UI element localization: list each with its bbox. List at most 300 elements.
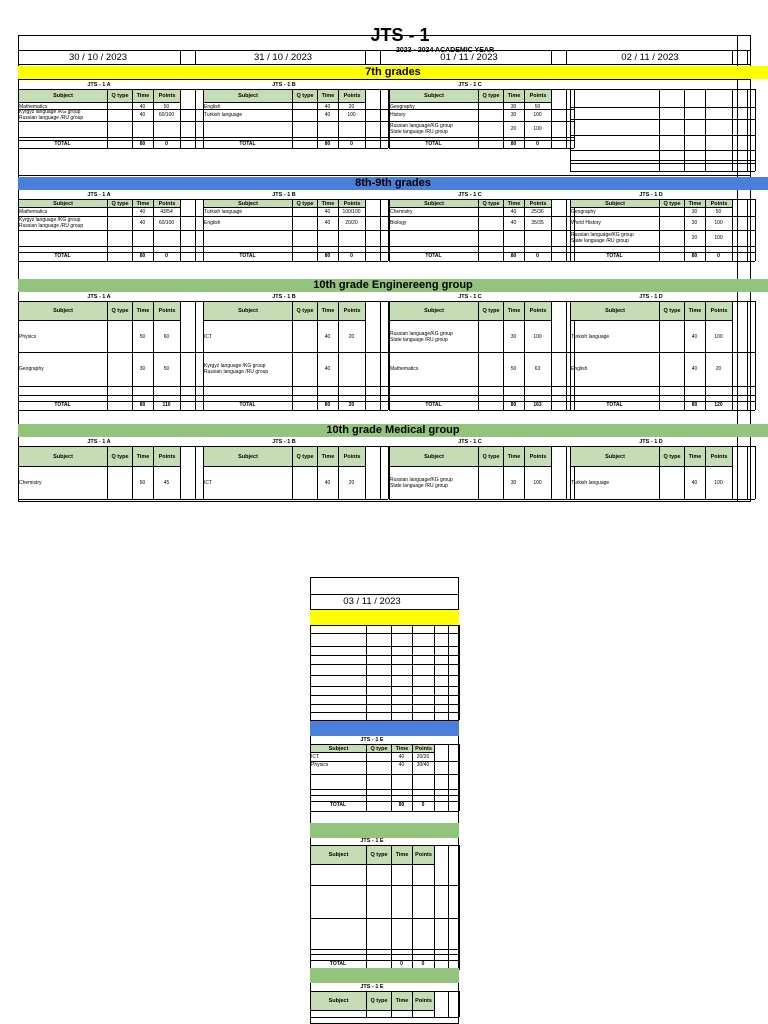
rule-line xyxy=(747,252,748,261)
rule-line xyxy=(705,252,706,261)
time-cell: 30 xyxy=(691,220,698,226)
column-header: Time xyxy=(684,301,706,321)
rule-line xyxy=(389,499,574,500)
rule-line xyxy=(755,89,756,171)
subject-cell: World History xyxy=(571,220,601,226)
subject-cell: Russian language/KG group State language /RU group xyxy=(390,477,453,489)
rule-line xyxy=(310,789,459,790)
rule-line xyxy=(310,594,459,595)
time-cell: 40 xyxy=(324,220,331,226)
time-cell: 40 xyxy=(324,112,331,118)
time-cell: 50 xyxy=(510,366,517,372)
rule-line xyxy=(570,261,755,262)
total-time: 80 xyxy=(691,402,698,408)
total-points: 0 xyxy=(717,253,720,259)
rule-line xyxy=(203,352,388,353)
total-label: TOTAL xyxy=(329,802,347,808)
rule-line xyxy=(566,401,567,410)
subject-cell: Mathematics xyxy=(19,209,48,215)
rule-line xyxy=(310,646,459,647)
rule-line xyxy=(389,140,390,148)
time-cell: 40 xyxy=(324,366,331,372)
rule-line xyxy=(434,845,435,970)
time-cell: 50 xyxy=(139,333,146,340)
rule-line xyxy=(747,446,748,499)
time-cell: 40 xyxy=(691,333,698,340)
rule-line xyxy=(566,89,567,140)
rule-line xyxy=(203,252,204,261)
subject-cell: English xyxy=(571,366,588,372)
points-cell: 20/20 xyxy=(416,754,430,760)
points-cell: 100 xyxy=(533,112,542,118)
rule-line xyxy=(153,252,154,261)
column-header: Time xyxy=(132,199,154,208)
rule-line xyxy=(570,246,755,247)
rule-line xyxy=(389,137,574,138)
points-cell: 20 xyxy=(715,366,722,372)
rule-line xyxy=(292,446,293,499)
rule-line xyxy=(310,625,311,720)
time-cell: 20 xyxy=(510,126,517,132)
rule-line xyxy=(551,401,552,410)
column-header: Points xyxy=(153,301,181,321)
time-cell: 50 xyxy=(139,480,146,486)
rule-line xyxy=(338,140,339,148)
rule-line xyxy=(203,386,388,387)
rule-line xyxy=(195,140,196,148)
column-header: Points xyxy=(153,199,181,208)
rule-line xyxy=(18,64,751,65)
total-label: TOTAL xyxy=(425,253,442,259)
time-cell: 20 xyxy=(691,235,698,241)
total-label: TOTAL xyxy=(54,253,71,259)
rule-line xyxy=(732,252,733,261)
rule-line xyxy=(570,252,571,261)
rule-line xyxy=(705,446,706,499)
rule-line xyxy=(132,446,133,499)
group-name: JTS - 1 A xyxy=(87,192,111,198)
rule-line xyxy=(551,199,552,252)
subject-cell: ICT xyxy=(204,333,213,340)
column-header: Q type xyxy=(478,301,504,321)
rule-line xyxy=(659,252,660,261)
grade-band-blue xyxy=(310,721,459,736)
column-header: Subject xyxy=(389,301,479,321)
rule-line xyxy=(310,675,459,676)
column-header: Subject xyxy=(18,446,108,467)
total-label: TOTAL xyxy=(239,402,256,408)
rule-line xyxy=(107,252,108,261)
rule-line xyxy=(203,140,204,148)
time-cell: 30 xyxy=(510,104,517,110)
column-header: Time xyxy=(391,991,413,1011)
rule-line xyxy=(412,991,413,1017)
total-time: 80 xyxy=(139,253,146,259)
rule-line xyxy=(203,121,388,122)
subject-cell: Turkish language xyxy=(204,112,243,118)
points-cell: 35/35 xyxy=(531,220,544,226)
subject-cell: Chemistry xyxy=(390,209,413,215)
subject-cell: Geography xyxy=(19,366,44,372)
rule-line xyxy=(317,401,318,410)
rule-line xyxy=(292,140,293,148)
column-header: Q type xyxy=(478,89,504,103)
grade-band-yellow xyxy=(310,610,459,625)
time-cell: 40 xyxy=(398,762,405,768)
rule-line xyxy=(551,89,552,140)
rule-line xyxy=(747,89,748,171)
rule-line xyxy=(570,216,755,217)
column-header: Points xyxy=(338,301,366,321)
rule-line xyxy=(18,137,203,138)
total-label: TOTAL xyxy=(606,402,623,408)
group-name: JTS - 1 E xyxy=(360,838,384,844)
total-points: 20 xyxy=(348,402,355,408)
rule-line xyxy=(705,401,706,410)
rule-line xyxy=(570,410,755,411)
rule-line xyxy=(310,774,459,775)
rule-line xyxy=(732,401,733,410)
rule-line xyxy=(732,199,733,252)
rule-line xyxy=(203,137,388,138)
rule-line xyxy=(18,252,19,261)
rule-line xyxy=(317,446,318,499)
rule-line xyxy=(389,252,390,261)
rule-line xyxy=(18,386,203,387)
points-cell: 50 xyxy=(534,104,541,110)
rule-line xyxy=(203,230,388,231)
total-points: 110 xyxy=(162,402,171,408)
total-time: 80 xyxy=(139,402,146,408)
time-cell: 40 xyxy=(324,480,331,486)
column-header: Time xyxy=(503,301,525,321)
subject-cell: Kyrgyz language /KG group Russian language /RU group xyxy=(19,217,84,229)
group-name: JTS - 1 E xyxy=(360,984,384,990)
rule-line xyxy=(153,446,154,499)
rule-line xyxy=(195,401,196,410)
column-header: Subject xyxy=(203,199,293,208)
subject-cell: Biology xyxy=(390,220,407,226)
points-cell: 43/54 xyxy=(160,209,173,215)
total-time: 80 xyxy=(510,141,517,147)
rule-line xyxy=(570,230,755,231)
rule-line xyxy=(755,446,756,499)
rule-line xyxy=(459,625,460,720)
rule-line xyxy=(570,89,571,171)
rule-line xyxy=(551,252,552,261)
rule-line xyxy=(310,918,459,919)
column-header: Points xyxy=(524,89,552,103)
column-header: Subject xyxy=(203,89,293,103)
date-header: 30 / 10 / 2023 xyxy=(68,52,128,63)
date-header: 31 / 10 / 2023 xyxy=(253,52,313,63)
rule-line xyxy=(292,252,293,261)
total-label: TOTAL xyxy=(54,141,71,147)
column-header: Subject xyxy=(310,845,367,865)
column-header: Time xyxy=(317,199,339,208)
points-cell: 100 xyxy=(714,333,723,340)
column-header: Q type xyxy=(659,301,685,321)
total-time: 80 xyxy=(510,402,517,408)
total-time: 80 xyxy=(398,802,405,808)
column-header: Points xyxy=(524,446,552,467)
subject-cell: Turkish language xyxy=(571,480,610,486)
column-header: Points xyxy=(524,301,552,321)
rule-line xyxy=(107,140,108,148)
rule-line xyxy=(317,252,318,261)
rule-line xyxy=(310,695,459,696)
column-header: Q type xyxy=(292,89,318,103)
rule-line xyxy=(132,401,133,410)
column-header: Subject xyxy=(570,446,660,467)
rule-line xyxy=(18,175,751,176)
date-header: 01 / 11 / 2023 xyxy=(440,52,498,63)
column-header: Points xyxy=(153,89,181,103)
rule-line xyxy=(412,625,413,720)
rule-line xyxy=(566,140,567,148)
rule-line xyxy=(570,499,755,500)
subject-cell: Russian language/KG group State language /RU group xyxy=(390,330,453,343)
group-name: JTS - 1 C xyxy=(458,294,482,300)
rule-line xyxy=(310,664,459,665)
rule-line xyxy=(338,401,339,410)
rule-line xyxy=(412,845,413,970)
column-header: Points xyxy=(338,89,366,103)
total-points: 0 xyxy=(421,961,425,967)
total-points: 0 xyxy=(536,253,539,259)
total-label: TOTAL xyxy=(54,402,71,408)
rule-line xyxy=(107,89,108,140)
rule-line xyxy=(566,50,567,64)
points-cell: 30/40 xyxy=(416,762,430,768)
date-header: 02 / 11 / 2023 xyxy=(621,52,679,63)
group-name: JTS - 1 D xyxy=(639,192,663,198)
rule-line xyxy=(478,199,479,252)
rule-line xyxy=(18,230,203,231)
rule-line xyxy=(570,150,755,151)
column-header: Q type xyxy=(292,301,318,321)
rule-line xyxy=(18,246,203,247)
page-title: JTS - 1 xyxy=(370,25,430,45)
rule-line xyxy=(310,954,459,955)
column-header: Q type xyxy=(659,446,685,467)
column-header: Time xyxy=(317,446,339,467)
column-header: Time xyxy=(503,89,525,103)
rule-line xyxy=(380,401,381,410)
rule-line xyxy=(755,401,756,410)
subject-cell: ICT xyxy=(311,754,320,760)
column-header: Points xyxy=(153,446,181,467)
rule-line xyxy=(180,446,181,499)
total-points: 163 xyxy=(533,402,542,408)
grade-band: 7th grades xyxy=(18,66,768,79)
total-points: 0 xyxy=(350,253,353,259)
total-points: 0 xyxy=(165,141,168,147)
time-cell: 30 xyxy=(510,333,517,340)
column-header: Q type xyxy=(107,446,133,467)
rule-line xyxy=(18,261,203,262)
rule-line xyxy=(18,401,19,410)
column-header: Q type xyxy=(366,991,392,1011)
rule-line xyxy=(551,140,552,148)
rule-line xyxy=(195,199,196,252)
column-header: Time xyxy=(317,89,339,103)
column-header: Points xyxy=(338,199,366,208)
points-cell: 45 xyxy=(163,480,170,486)
total-label: TOTAL xyxy=(606,253,623,259)
subject-cell: Physics xyxy=(19,333,37,340)
date-header: 03 / 11 / 2023 xyxy=(343,596,401,607)
rule-line xyxy=(338,252,339,261)
total-points: 0 xyxy=(536,141,539,147)
column-header: Time xyxy=(317,301,339,321)
rule-line xyxy=(203,395,388,396)
rule-line xyxy=(659,446,660,499)
rule-line xyxy=(180,199,181,252)
rule-line xyxy=(132,140,133,148)
group-name: JTS - 1 C xyxy=(458,439,482,445)
column-header: Points xyxy=(524,199,552,208)
total-time: 80 xyxy=(139,141,146,147)
rule-line xyxy=(570,89,755,90)
rule-line xyxy=(478,140,479,148)
rule-line xyxy=(203,261,388,262)
column-header: Q type xyxy=(478,446,504,467)
subject-cell: Physics xyxy=(311,762,329,768)
rule-line xyxy=(203,401,204,410)
rule-line xyxy=(203,246,388,247)
rule-line xyxy=(310,811,459,812)
rule-line xyxy=(448,845,449,970)
subject-cell: English xyxy=(204,104,221,110)
group-name: JTS - 1 D xyxy=(639,294,663,300)
column-header: Q type xyxy=(107,89,133,103)
rule-line xyxy=(18,121,203,122)
rule-line xyxy=(203,410,388,411)
time-cell: 40 xyxy=(139,209,146,215)
rule-line xyxy=(478,446,479,499)
rule-line xyxy=(310,686,459,687)
column-header: Points xyxy=(705,199,733,208)
grade-band-green xyxy=(310,823,459,838)
rule-line xyxy=(570,352,755,353)
rule-line xyxy=(570,395,755,396)
rule-line xyxy=(448,625,449,720)
rule-line xyxy=(180,140,181,148)
column-header: Subject xyxy=(570,199,660,208)
time-cell: 30 xyxy=(510,480,517,486)
subject-cell: Russian language/KG group State language /RU group xyxy=(571,232,634,244)
total-points: 120 xyxy=(714,402,723,408)
rule-line xyxy=(434,625,435,720)
rule-line xyxy=(317,140,318,148)
time-cell: 40 xyxy=(324,209,331,215)
rule-line xyxy=(551,446,552,499)
time-cell: 40 xyxy=(510,220,517,226)
group-name: JTS - 1 A xyxy=(87,82,111,88)
rule-line xyxy=(389,410,574,411)
points-cell: 50 xyxy=(715,209,722,215)
column-header: Time xyxy=(391,744,413,753)
points-cell: 60/100 xyxy=(158,220,175,226)
points-cell: 60 xyxy=(163,333,170,340)
column-header: Points xyxy=(705,301,733,321)
column-header: Time xyxy=(132,446,154,467)
total-label: TOTAL xyxy=(425,402,442,408)
rule-line xyxy=(203,499,388,500)
rule-line xyxy=(524,140,525,148)
group-name: JTS - 1 B xyxy=(272,192,296,198)
rule-line xyxy=(659,401,660,410)
total-time: 0 xyxy=(400,961,403,967)
rule-line xyxy=(391,845,392,970)
rule-line xyxy=(389,109,574,110)
column-header: Subject xyxy=(203,301,293,321)
points-cell: 100 xyxy=(714,220,723,226)
rule-line xyxy=(659,199,660,252)
rule-line xyxy=(551,50,552,64)
rule-line xyxy=(566,199,567,252)
rule-line xyxy=(380,140,381,148)
rule-line xyxy=(459,845,460,970)
rule-line xyxy=(747,199,748,252)
column-header: Subject xyxy=(389,446,479,467)
rule-line xyxy=(203,109,388,110)
subject-cell: Kyrgyz language /KG group Russian language /RU group xyxy=(19,109,84,121)
rule-line xyxy=(705,89,706,171)
column-header: Subject xyxy=(389,199,479,208)
column-header: Time xyxy=(684,199,706,208)
rule-line xyxy=(684,401,685,410)
column-header: Subject xyxy=(570,301,660,321)
column-header: Q type xyxy=(107,199,133,208)
points-cell: 20/20 xyxy=(345,220,358,226)
points-cell: 100 xyxy=(714,235,723,241)
rule-line xyxy=(503,401,504,410)
time-cell: 40 xyxy=(398,754,405,760)
rule-line xyxy=(195,252,196,261)
rule-line xyxy=(195,446,196,499)
rule-line xyxy=(570,119,755,120)
rule-line xyxy=(570,160,755,161)
time-cell: 40 xyxy=(324,104,331,110)
rule-line xyxy=(478,89,479,140)
rule-line xyxy=(503,140,504,148)
rule-line xyxy=(570,171,755,172)
points-cell: 100 xyxy=(347,112,356,118)
rule-line xyxy=(292,89,293,140)
rule-line xyxy=(389,246,574,247)
total-points: 0 xyxy=(421,802,425,808)
rule-line xyxy=(684,446,685,499)
grade-band: 8th-9th grades xyxy=(18,177,768,190)
rule-line xyxy=(459,991,460,1017)
rule-line xyxy=(366,991,367,1017)
rule-line xyxy=(659,89,660,171)
subject-cell: Turkish language xyxy=(204,209,243,215)
rule-line xyxy=(389,386,574,387)
group-name: JTS - 1 B xyxy=(272,294,296,300)
group-name: JTS - 1 C xyxy=(458,192,482,198)
total-time: 80 xyxy=(324,141,331,147)
rule-line xyxy=(566,252,567,261)
total-time: 80 xyxy=(510,253,517,259)
rule-line xyxy=(310,625,459,626)
rule-line xyxy=(180,252,181,261)
rule-line xyxy=(684,252,685,261)
rule-line xyxy=(153,140,154,148)
rule-line xyxy=(310,991,311,1017)
